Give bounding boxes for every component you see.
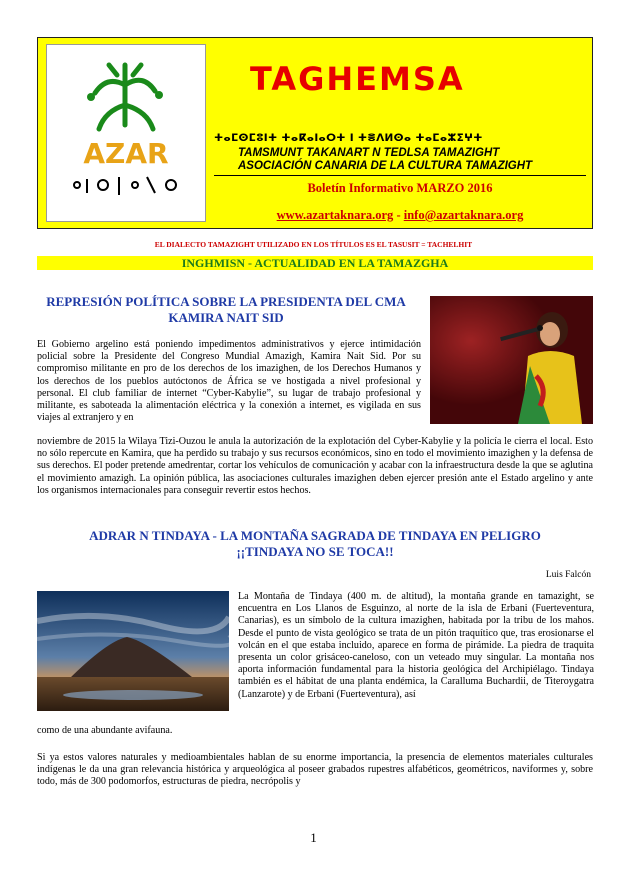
contact-links xyxy=(38,208,592,223)
article2-body-wide2: Si ya estos valores naturales y medioambientales hablan de su enorme importancia, la presencia de elementos materiales culturales indígenas le da una gran relevancia histórica y arqueológica al poseer grabados rupestres alfabéticos, geométricos, naviformes y, sobre todo, más de 300 podomorfos, estructuras de piedra, necrópolis y xyxy=(37,752,593,788)
article2-author: Luis Falcón xyxy=(545,570,591,580)
email-link[interactable]: info@azartaknara.org xyxy=(403,208,524,222)
article1-title-line2: KAMIRA NAIT SID xyxy=(168,310,284,325)
article2-body-narrow: La Montaña de Tindaya (400 m. de altitud), la montaña grande en tamazight, se encuentra en Los Llanos de Esguinzo, al norte de la isla de Erbani (Fuerteventura, Canarias), es un símbolo de la cultura imazighen, habitada por la tribu de los mahos. Desde el punto de vista geológico se trata de un pitón traquítico que, tras erosionarse el volcán en el que estaba incluido, aparece en forma de pirámide. La piedra de traquita presenta un color grisáceo-caneloso, con un veteado muy singular. La montaña nos aporta información fundamental para la historia geológica del Archipiélago. Tindaya también es el hábitat de una planta endémica, la Caralluma Buchardii, de Titeroygatra (Lanzarote) y de Erbani (Fuerteventura), así xyxy=(238,591,594,700)
newsletter-header xyxy=(37,37,593,229)
link-separator: - xyxy=(393,208,404,222)
tindaya-photo xyxy=(37,591,229,711)
header-divider xyxy=(214,175,586,176)
kamira-photo xyxy=(430,296,593,424)
logo-text: AZAR xyxy=(83,137,169,170)
bulletin-date: Boletín Informativo MARZO 2016 xyxy=(307,181,493,195)
page-number: 1 xyxy=(310,830,317,845)
article1-body-wide: noviembre de 2015 la Wilaya Tizi-Ouzou le anula la autorización de la explotación del Cyber-Kabylie y la policía le cierra el local. Esto no sólo repercute en Kamira, que ha perdido su trabajo y sus recursos económicos, sino en todo el movimiento imazighen y la defensa de sus derechos. El poder pretende amedrentar, cortar los vehículos de comunicación y acabar con la infraestructura desde la que se aglutina el movimiento amazigh. La opinión pública, las asociaciones culturales imazighen deben ejercer presión ante el Estado argelino y ante los organismos internacionales para conseguir revertir estos hechos. xyxy=(37,436,593,496)
section-banner: INGHMISN - ACTUALIDAD EN LA TAMAZGHA xyxy=(37,256,593,270)
article1-title xyxy=(37,294,415,326)
article1-body-narrow: El Gobierno argelino está poniendo impedimentos administrativos y ejerce intimidación policial sobre la Presidente del Congreso Mundial Amazigh, Kamira Nait Sid. Por su compromiso militante en pro de los derechos de los imazighen, de los Derechos Humanos y los derechos de los pueblos autóctonos de África se ve hostigada a nivel profesional y personal. El club familiar de internet “Cyber-Kabylie”, su lugar de trabajo profesional y militante, es saboteada la alimentación eléctrica y la conexión a internet, es vigilada en sus viajes al extranjero y en xyxy=(37,339,421,424)
tifinagh-subtitle: ⵜⴰⵎⵙⵎⵓⵏⵜ ⵜⴰⴽⴰⵏⴰⵔⵜ ⵏ ⵜⴻⴷⵍⵙⴰ ⵜⴰⵎⴰⵣⵉⵖⵜ xyxy=(214,132,483,144)
article2-title-line2: ¡¡TINDAYA NO SE TOCA!! xyxy=(236,544,394,559)
dialect-note: EL DIALECTO TAMAZIGHT UTILIZADO EN LOS TÍTULOS ES EL TASUSIT = TACHELHIT xyxy=(154,240,473,249)
article2-body-wide: como de una abundante avifauna. xyxy=(37,725,173,736)
subtitle-tamazight: TAMSMUNT TAKANART N TEDLSA TAMAZIGHT xyxy=(238,147,500,159)
article2-title xyxy=(37,528,593,560)
article2-title-line1: ADRAR N TINDAYA - LA MONTAÑA SAGRADA DE TINDAYA EN PELIGRO xyxy=(89,528,541,543)
article1-title-line1: REPRESIÓN POLÍTICA SOBRE LA PRESIDENTA DEL CMA xyxy=(46,294,406,309)
subtitle-spanish: ASOCIACIÓN CANARIA DE LA CULTURA TAMAZIGHT xyxy=(238,160,533,172)
newsletter-title: TAGHEMSA xyxy=(250,60,465,98)
website-link[interactable]: www.azartaknara.org xyxy=(276,208,394,222)
